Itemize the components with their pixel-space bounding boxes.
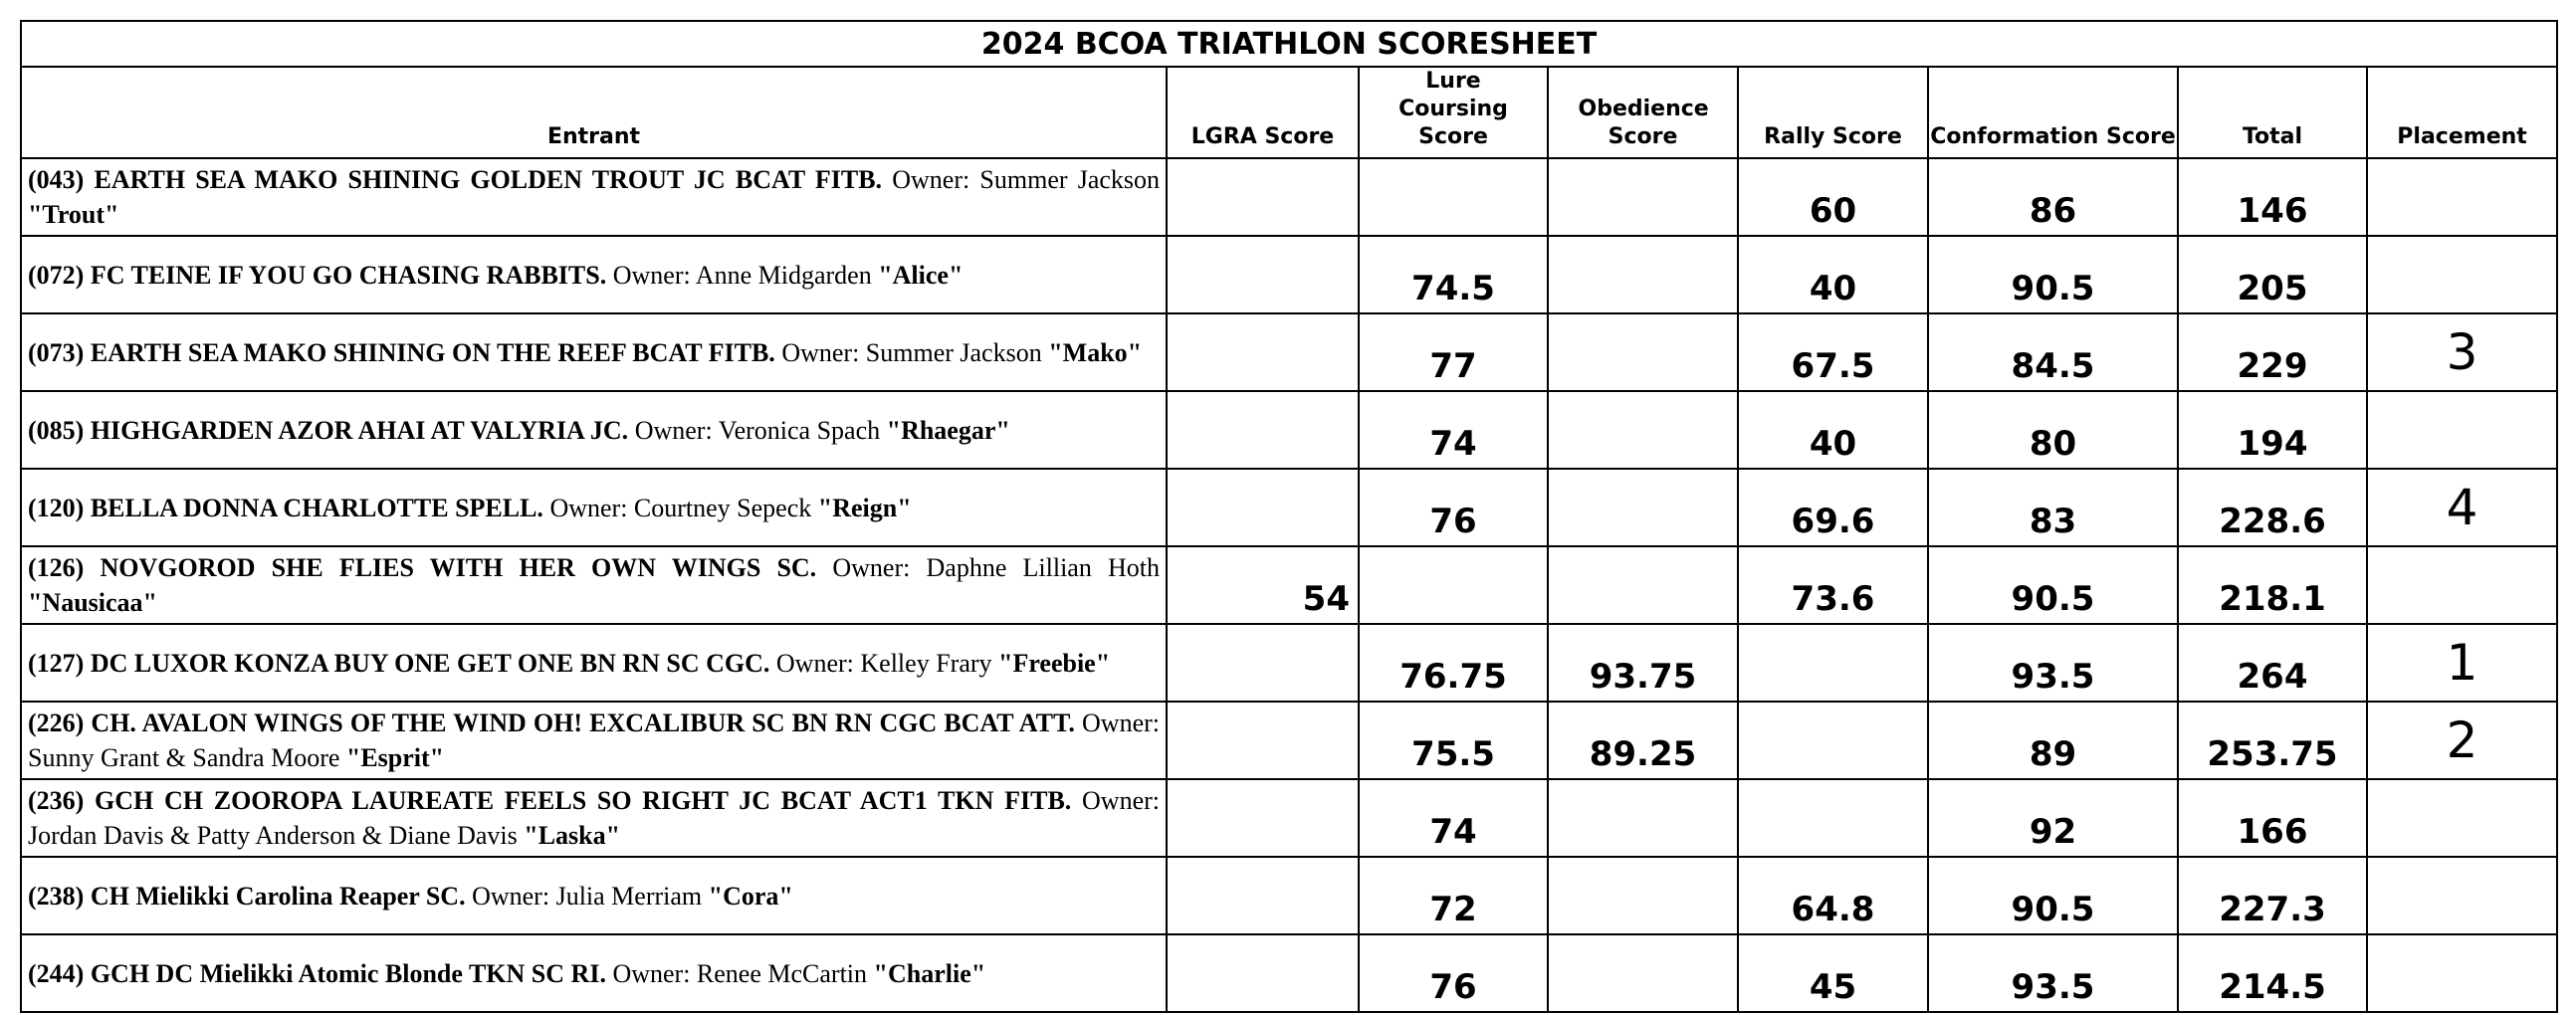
rally-score: 45 [1738, 934, 1928, 1012]
total-score: 264 [2178, 624, 2367, 702]
conformation-score: 90.5 [1928, 236, 2178, 313]
lure-score: 72 [1359, 857, 1548, 934]
table-row [21, 391, 2557, 469]
placement: 3 [2367, 313, 2557, 391]
total-score: 205 [2178, 236, 2367, 313]
obedience-score: 89.25 [1548, 702, 1738, 779]
dog-name: (072) FC TEINE IF YOU GO CHASING RABBITS. [28, 260, 607, 290]
total-score: 253.75 [2178, 702, 2367, 779]
placement [2367, 158, 2557, 236]
lgra-score [1167, 469, 1359, 546]
total-score: 229 [2178, 313, 2367, 391]
obedience-score [1548, 469, 1738, 546]
placement: 4 [2367, 469, 2557, 546]
owner-label: Owner: [1082, 786, 1161, 815]
lgra-score: 54 [1167, 546, 1359, 624]
conformation-score: 83 [1928, 469, 2178, 546]
conformation-score: 89 [1928, 702, 2178, 779]
entrant-cell [21, 779, 1167, 857]
placement: 2 [2367, 702, 2557, 779]
obedience-score [1548, 313, 1738, 391]
entrant-cell [21, 313, 1167, 391]
lgra-score [1167, 779, 1359, 857]
placement [2367, 546, 2557, 624]
call-name: "Rhaegar" [886, 415, 1010, 445]
lure-score: 77 [1359, 313, 1548, 391]
obedience-score: 93.75 [1548, 624, 1738, 702]
lure-score: 76.75 [1359, 624, 1548, 702]
table-row [21, 469, 2557, 546]
call-name: "Trout" [28, 200, 119, 229]
dog-name: (238) CH Mielikki Carolina Reaper SC. [28, 881, 466, 911]
owner-name: Renee McCartin [696, 958, 868, 988]
table-row [21, 624, 2557, 702]
col-header-obedience: Obedience Score [1548, 67, 1738, 158]
rally-score: 60 [1738, 158, 1928, 236]
dog-name: (085) HIGHGARDEN AZOR AHAI AT VALYRIA JC. [28, 415, 629, 445]
lgra-score [1167, 702, 1359, 779]
rally-score [1738, 779, 1928, 857]
conformation-score: 80 [1928, 391, 2178, 469]
obedience-score [1548, 236, 1738, 313]
owner-name: Sunny Grant & Sandra Moore [28, 743, 340, 772]
call-name: "Nausicaa" [28, 588, 157, 617]
placement [2367, 857, 2557, 934]
entrant-cell [21, 857, 1167, 934]
table-row [21, 546, 2557, 624]
owner-label: Owner: [634, 415, 713, 445]
lure-score: 74 [1359, 391, 1548, 469]
entrant-cell [21, 546, 1167, 624]
total-score: 166 [2178, 779, 2367, 857]
lure-score: 76 [1359, 934, 1548, 1012]
owner-name: Veronica Spach [718, 415, 881, 445]
total-score: 227.3 [2178, 857, 2367, 934]
dog-name: (120) BELLA DONNA CHARLOTTE SPELL. [28, 493, 543, 522]
placement [2367, 779, 2557, 857]
owner-name: Daphne Lillian Hoth [926, 553, 1161, 582]
sheet-title: 2024 BCOA TRIATHLON SCORESHEET [21, 21, 2557, 67]
table-row [21, 313, 2557, 391]
col-header-total: Total [2178, 67, 2367, 158]
conformation-score: 90.5 [1928, 857, 2178, 934]
owner-label: Owner: [612, 958, 691, 988]
scoresheet-table [20, 20, 2558, 1013]
rally-score: 67.5 [1738, 313, 1928, 391]
conformation-score: 86 [1928, 158, 2178, 236]
obedience-score [1548, 779, 1738, 857]
col-header-lure: Lure Coursing Score [1359, 67, 1548, 158]
table-row [21, 857, 2557, 934]
total-score: 228.6 [2178, 469, 2367, 546]
col-header-entrant: Entrant [21, 67, 1167, 158]
entrant-cell [21, 391, 1167, 469]
lgra-score [1167, 236, 1359, 313]
dog-name: (127) DC LUXOR KONZA BUY ONE GET ONE BN RN SC CGC. [28, 648, 770, 678]
table-row [21, 158, 2557, 236]
dog-name: (043) EARTH SEA MAKO SHINING GOLDEN TROUT JC BCAT FITB. [28, 165, 883, 194]
entrant-cell [21, 702, 1167, 779]
entrant-cell [21, 934, 1167, 1012]
lgra-score [1167, 624, 1359, 702]
lgra-score [1167, 313, 1359, 391]
obedience-score [1548, 158, 1738, 236]
dog-name: (073) EARTH SEA MAKO SHINING ON THE REEF BCAT FITB. [28, 337, 775, 367]
owner-label: Owner: [892, 165, 970, 194]
obedience-score [1548, 391, 1738, 469]
col-header-rally: Rally Score [1738, 67, 1928, 158]
dog-name: (226) CH. AVALON WINGS OF THE WIND OH! EXCALIBUR SC BN RN CGC BCAT ATT. [28, 709, 1075, 737]
total-score: 214.5 [2178, 934, 2367, 1012]
total-score: 218.1 [2178, 546, 2367, 624]
call-name: "Esprit" [345, 743, 445, 772]
total-score: 194 [2178, 391, 2367, 469]
owner-name: Julia Merriam [555, 881, 703, 911]
table-row [21, 702, 2557, 779]
rally-score [1738, 702, 1928, 779]
lgra-score [1167, 391, 1359, 469]
entrant-cell [21, 624, 1167, 702]
owner-label: Owner: [775, 648, 854, 678]
owner-label: Owner: [1082, 709, 1161, 737]
placement [2367, 236, 2557, 313]
dog-name: (244) GCH DC Mielikki Atomic Blonde TKN SC RI. [28, 958, 606, 988]
table-row [21, 779, 2557, 857]
conformation-score: 92 [1928, 779, 2178, 857]
lgra-score [1167, 158, 1359, 236]
rally-score: 73.6 [1738, 546, 1928, 624]
scoresheet-rows [21, 158, 2557, 1012]
total-score: 146 [2178, 158, 2367, 236]
conformation-score: 93.5 [1928, 624, 2178, 702]
owner-label: Owner: [549, 493, 628, 522]
lure-score [1359, 546, 1548, 624]
call-name: "Mako" [1048, 337, 1143, 367]
call-name: "Freebie" [998, 648, 1111, 678]
owner-label: Owner: [781, 337, 860, 367]
table-row [21, 236, 2557, 313]
table-row [21, 934, 2557, 1012]
rally-score [1738, 624, 1928, 702]
dog-name: (236) GCH CH ZOOROPA LAUREATE FEELS SO RIGHT JC BCAT ACT1 TKN FITB. [28, 786, 1072, 815]
owner-name: Summer Jackson [979, 165, 1161, 194]
obedience-score [1548, 857, 1738, 934]
placement [2367, 391, 2557, 469]
col-header-lgra: LGRA Score [1167, 67, 1359, 158]
owner-label: Owner: [612, 260, 691, 290]
placement: 1 [2367, 624, 2557, 702]
call-name: "Cora" [708, 881, 793, 911]
obedience-score [1548, 546, 1738, 624]
obedience-score [1548, 934, 1738, 1012]
lure-score: 75.5 [1359, 702, 1548, 779]
rally-score: 64.8 [1738, 857, 1928, 934]
owner-label: Owner: [472, 881, 550, 911]
placement [2367, 934, 2557, 1012]
lure-score: 76 [1359, 469, 1548, 546]
col-header-placement: Placement [2367, 67, 2557, 158]
call-name: "Alice" [878, 260, 964, 290]
dog-name: (126) NOVGOROD SHE FLIES WITH HER OWN WINGS SC. [28, 553, 817, 582]
owner-name: Jordan Davis & Patty Anderson & Diane Davis [28, 821, 518, 850]
owner-name: Courtney Sepeck [633, 493, 812, 522]
lgra-score [1167, 857, 1359, 934]
conformation-score: 84.5 [1928, 313, 2178, 391]
owner-name: Kelley Frary [860, 648, 992, 678]
owner-name: Summer Jackson [865, 337, 1042, 367]
lure-score [1359, 158, 1548, 236]
owner-label: Owner: [832, 553, 911, 582]
entrant-cell [21, 158, 1167, 236]
call-name: "Charlie" [873, 958, 986, 988]
lure-score: 74.5 [1359, 236, 1548, 313]
rally-score: 69.6 [1738, 469, 1928, 546]
conformation-score: 93.5 [1928, 934, 2178, 1012]
owner-name: Anne Midgarden [695, 260, 872, 290]
rally-score: 40 [1738, 391, 1928, 469]
call-name: "Laska" [524, 821, 621, 850]
col-header-conformation: Conformation Score [1928, 67, 2178, 158]
entrant-cell [21, 236, 1167, 313]
lgra-score [1167, 934, 1359, 1012]
lure-score: 74 [1359, 779, 1548, 857]
rally-score: 40 [1738, 236, 1928, 313]
call-name: "Reign" [817, 493, 912, 522]
conformation-score: 90.5 [1928, 546, 2178, 624]
entrant-cell [21, 469, 1167, 546]
